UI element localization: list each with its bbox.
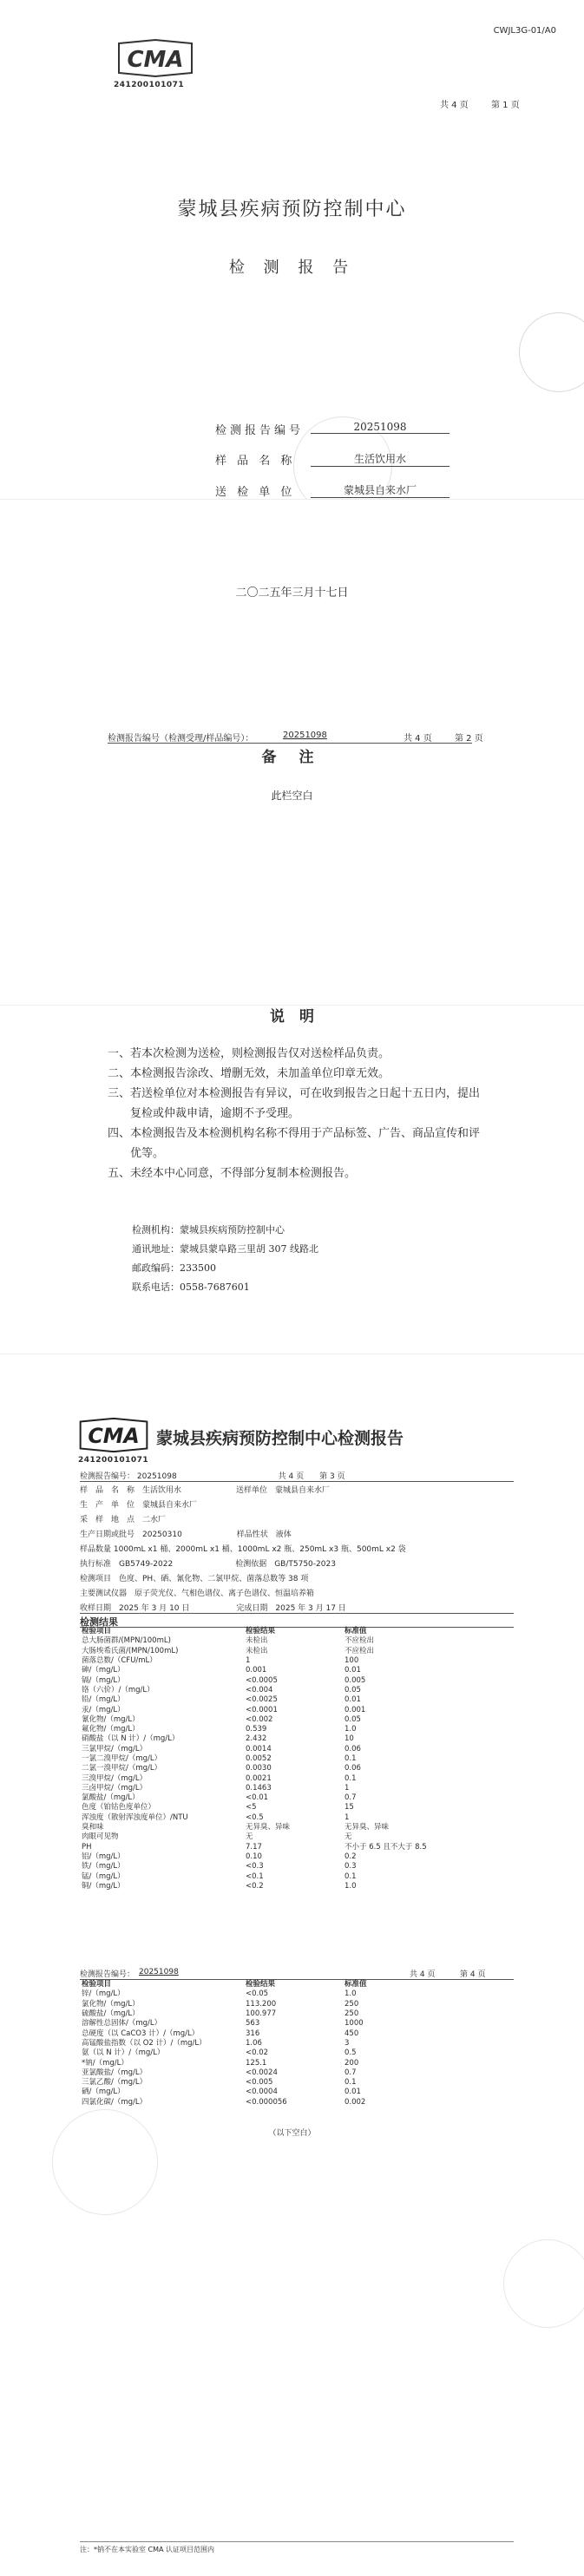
- cell-item: PH: [82, 1842, 92, 1852]
- table-row: [80, 2009, 502, 2019]
- cell-result: 1: [246, 1656, 251, 1666]
- page-total: 共 4 页: [440, 101, 469, 110]
- contact-line: 邮政编码：233500: [132, 1262, 216, 1274]
- table-row: [80, 2019, 502, 2029]
- cover-page: [0, 0, 584, 499]
- cell-result: 未检出: [246, 1636, 268, 1646]
- table-row: [80, 2000, 502, 2009]
- cell-item: 一氯二溴甲烷/（mg/L）: [82, 1754, 162, 1763]
- notes-list: [108, 1044, 489, 1183]
- results-table: [80, 1627, 502, 1891]
- cell-standard: 0.05: [344, 1685, 361, 1694]
- cell-item: 汞/（mg/L）: [82, 1705, 125, 1714]
- cell-item: 氟化物/（mg/L）: [82, 1725, 140, 1734]
- svg-text:CMA: CMA: [88, 1424, 140, 1449]
- cma-logo-icon: [77, 1417, 150, 1453]
- org-title: 蒙城县疾病预防控制中心: [177, 199, 407, 220]
- cell-result: 0.0052: [246, 1754, 272, 1763]
- cell-standard: 0.01: [344, 1695, 361, 1705]
- cell-result: 1.06: [246, 2038, 262, 2048]
- table-row: [80, 1832, 502, 1842]
- cell-standard: 250: [344, 2009, 359, 2019]
- table-row: [80, 2068, 502, 2078]
- cell-item: 三氯甲烷/（mg/L）: [82, 1744, 148, 1753]
- cell-result: 0.0021: [246, 1773, 272, 1783]
- cell-item: 铬（六价）/（mg/L）: [82, 1685, 154, 1694]
- table-row: [80, 1695, 502, 1705]
- info-line: 样 品 名 称 生活饮用水 送样单位 蒙城县自来水厂: [80, 1486, 331, 1495]
- cell-result: <5: [246, 1803, 257, 1812]
- cell-standard: 1: [344, 1783, 350, 1793]
- results-table-continued: [80, 1980, 502, 2107]
- info-line: 收样日期 2025 年 3 月 10 日 完成日期 2025 年 3 月 17 日: [80, 1604, 346, 1613]
- cell-standard: 1000: [344, 2019, 364, 2029]
- cell-result: 563: [246, 2019, 260, 2029]
- cell-standard: 1.0: [344, 1881, 357, 1891]
- cell-item: 三卤甲烷/（mg/L）: [82, 1783, 148, 1793]
- cell-result: 0.1463: [246, 1783, 272, 1793]
- note-item: 四、本检测报告及本检测机构名称不得用于产品标签、广告、商品宣传和评优等。: [108, 1127, 481, 1160]
- field-value-sample: 生活饮用水: [311, 451, 449, 467]
- cell-standard: 250: [344, 1999, 359, 2009]
- footnote: 注：*钠不在本实验室 CMA 认证项目范围内: [80, 2546, 215, 2553]
- result-title: 蒙城县疾病预防控制中心检测报告: [156, 1429, 404, 1448]
- remarks-header-no: 20251098: [283, 731, 327, 740]
- cell-item: 浑浊度（散射浑浊度单位）/NTU: [82, 1812, 188, 1822]
- notes-title: 说 明: [270, 1008, 314, 1026]
- remarks-header-label: 检测报告编号（检测受理/样品编号）：: [108, 734, 254, 744]
- cell-item: 氨（以 N 计）/（mg/L）: [82, 2048, 165, 2058]
- cell-standard: 0.7: [344, 2068, 357, 2077]
- info-line: 检测项目 色度、PH、硒、氰化物、二氯甲烷、菌落总数等 38 项: [80, 1575, 309, 1583]
- cell-standard: 无异臭、异味: [344, 1823, 390, 1832]
- table-row: [80, 1784, 502, 1793]
- note-item: 一、若本次检测为送检，则检测报告仅对送检样品负责。: [108, 1047, 390, 1060]
- cell-result: <0.01: [246, 1793, 269, 1803]
- cell-item: 铅/（mg/L）: [82, 1695, 125, 1705]
- table-row: [80, 1656, 502, 1666]
- info-line: 样品数量 1000mL x1 桶、2000mL x1 桶、1000mL x2 瓶、250mL x3 瓶、500mL x2 袋: [80, 1545, 406, 1554]
- p4-header-label: 检测报告编号：: [80, 1970, 135, 1979]
- cell-result: 316: [246, 2029, 260, 2038]
- cell-result: <0.1: [246, 1871, 264, 1881]
- cell-standard: 15: [344, 1803, 354, 1812]
- cell-item: 亚氯酸盐/（mg/L）: [82, 2068, 148, 2077]
- cell-item: 铁/（mg/L）: [82, 1862, 125, 1871]
- cell-result: 100.977: [246, 2009, 277, 2019]
- cell-item: 总大肠菌群/(MPN/100mL): [82, 1636, 171, 1646]
- table-row: [80, 1647, 502, 1656]
- cell-item: 高锰酸盐指数（以 O2 计）/（mg/L）: [82, 2038, 207, 2048]
- cell-result: 0.001: [246, 1666, 267, 1675]
- cell-standard: 0.001: [344, 1705, 366, 1714]
- cell-item: 四氯化碳/（mg/L）: [82, 2097, 148, 2107]
- cell-item: 铜/（mg/L）: [82, 1881, 125, 1891]
- contact-line: 联系电话：0558-7687601: [132, 1281, 250, 1293]
- remarks-page-number: 第 2 页: [455, 734, 483, 744]
- cell-standard: 0.01: [344, 1666, 361, 1675]
- table-row: [80, 1852, 502, 1862]
- cell-item: 溶解性总固体/（mg/L）: [82, 2019, 162, 2029]
- table-row: [80, 1882, 502, 1891]
- cell-result: <0.0004: [246, 2088, 278, 2097]
- cell-standard: 1.0: [344, 1725, 357, 1734]
- table-row: [80, 1793, 502, 1803]
- cell-standard: 0.05: [344, 1714, 361, 1724]
- cell-item: 硒/（mg/L）: [82, 2088, 125, 2097]
- cell-result: 7.17: [246, 1842, 262, 1852]
- note-item: 二、本检测报告涂改、增删无效，未加盖单位印章无效。: [108, 1067, 390, 1080]
- col-header-standard: 标准值: [344, 1627, 367, 1636]
- cell-result: <0.0001: [246, 1705, 278, 1714]
- col-header-item: 检验项目: [82, 1980, 112, 1989]
- table-row: [80, 2048, 502, 2058]
- table-row: [80, 1764, 502, 1773]
- table-row: [80, 1636, 502, 1646]
- table-row: [80, 1803, 502, 1812]
- cell-item: 氯化物/（mg/L）: [82, 1999, 140, 2009]
- seal-icon: [52, 2109, 158, 2215]
- footnote-rule: [80, 2541, 514, 2542]
- info-line: 生产日期或批号 20250310 样品性状 液体: [80, 1531, 292, 1539]
- stamp-mark-icon: [503, 2239, 584, 2328]
- results-title: 检测结果: [80, 1616, 118, 1628]
- table-row: [80, 2098, 502, 2107]
- cell-item: 锰/（mg/L）: [82, 1871, 125, 1881]
- cell-result: 0.0030: [246, 1764, 272, 1773]
- cell-standard: 0.1: [344, 1773, 357, 1783]
- cell-item: 总硬度（以 CaCO3 计）/（mg/L）: [82, 2029, 200, 2038]
- cell-result: <0.0025: [246, 1695, 278, 1705]
- p4-header-no: 20251098: [139, 1968, 179, 1976]
- cell-standard: 0.5: [344, 2048, 357, 2058]
- info-line: 生 产 单 位 蒙城县自来水厂: [80, 1501, 198, 1510]
- cell-result: 未检出: [246, 1646, 268, 1655]
- cell-standard: 0.3: [344, 1862, 357, 1871]
- cell-standard: 3: [344, 2038, 350, 2048]
- report-title: 检 测 报 告: [228, 259, 356, 277]
- info-line: 主要测试仪器 原子荧光仪、气相色谱仪、离子色谱仪、恒温培养箱: [80, 1590, 315, 1598]
- cell-standard: 0.06: [344, 1764, 361, 1773]
- contact-line: 检测机构：蒙城县疾病预防控制中心: [132, 1224, 285, 1236]
- header-rule: [80, 1481, 514, 1482]
- note-item: 三、若送检单位对本检测报告有异议，可在收到报告之日起十五日内，提出复检或仲裁申请，逾期不予受理。: [108, 1087, 481, 1120]
- cell-result: <0.5: [246, 1812, 264, 1822]
- cell-result: 无: [246, 1832, 253, 1842]
- end-note: （以下空白）: [268, 2129, 316, 2138]
- col-header-result: 检验结果: [246, 1980, 276, 1989]
- cell-standard: 100: [344, 1656, 359, 1666]
- cell-item: 臭和味: [82, 1823, 104, 1832]
- cma-logo-icon: [115, 38, 195, 78]
- field-label-report-no: 检测报告编号: [215, 424, 305, 437]
- col-header-item: 检验项目: [82, 1627, 112, 1636]
- cover-date: 二〇二五年三月十七日: [235, 587, 349, 600]
- remarks-blank: 此栏空白: [271, 790, 313, 802]
- cell-result: 0.0014: [246, 1744, 272, 1753]
- cma-number: 241200101071: [78, 1456, 149, 1465]
- cell-standard: 1.0: [344, 1989, 357, 1999]
- field-label-sample: 样 品 名 称: [215, 455, 296, 468]
- p4-page-number: 第 4 页: [460, 1970, 486, 1979]
- field-label-unit: 送 检 单 位: [215, 486, 296, 499]
- cell-result: <0.004: [246, 1685, 273, 1694]
- cell-item: 硫酸盐/（mg/L）: [82, 2009, 140, 2019]
- table-row: [80, 2029, 502, 2038]
- table-row: [80, 2058, 502, 2068]
- table-row: [80, 1745, 502, 1754]
- table-row: [80, 2088, 502, 2097]
- stamp-mark-icon: [519, 312, 584, 392]
- cell-standard: 无: [344, 1832, 352, 1842]
- cell-item: *钠/（mg/L）: [82, 2058, 128, 2068]
- cell-standard: 不应检出: [344, 1636, 375, 1646]
- note-item: 五、未经本中心同意，不得部分复制本检测报告。: [108, 1167, 357, 1180]
- cover-lower-and-remarks: [0, 453, 584, 1003]
- cell-item: 三溴甲烷/（mg/L）: [82, 1773, 148, 1783]
- result-header: 检测报告编号： 20251098 共 4 页 第 3 页: [80, 1472, 345, 1481]
- cell-standard: 0.002: [344, 2097, 366, 2107]
- page-number: 第 1 页: [491, 101, 520, 110]
- cell-standard: 450: [344, 2029, 359, 2038]
- table-row: [80, 1871, 502, 1881]
- notes-section: [0, 1005, 584, 1353]
- cell-item: 硝酸盐（以 N 计）/（mg/L）: [82, 1734, 180, 1744]
- cell-item: 氯酸盐/（mg/L）: [82, 1793, 140, 1803]
- info-line: 执行标准 GB5749-2022 检测依据 GB/T5750-2023: [80, 1560, 336, 1569]
- cell-standard: 不应检出: [344, 1646, 375, 1655]
- cell-standard: 0.2: [344, 1852, 357, 1861]
- cell-standard: 0.005: [344, 1675, 366, 1685]
- table-row: [80, 1666, 502, 1675]
- table-row: [80, 1675, 502, 1685]
- cell-item: 菌落总数/（CFU/mL）: [82, 1656, 157, 1666]
- table-row: [80, 1823, 502, 1832]
- contact-line: 通讯地址：蒙城县蒙阜路三里胡 307 线路北: [132, 1243, 318, 1255]
- table-row: [80, 1734, 502, 1744]
- cell-result: 0.539: [246, 1725, 267, 1734]
- table-row: [80, 1773, 502, 1783]
- cell-item: 肉眼可见物: [82, 1832, 119, 1842]
- cell-result: <0.002: [246, 1714, 273, 1724]
- table-row: [80, 1843, 502, 1852]
- cell-item: 大肠埃希氏菌/(MPN/100mL): [82, 1646, 179, 1655]
- doc-code: CWJL3G-01/A0: [493, 26, 556, 36]
- cell-result: <0.0005: [246, 1675, 278, 1685]
- cell-result: <0.2: [246, 1881, 264, 1891]
- table-row: [80, 1862, 502, 1871]
- cell-standard: 10: [344, 1734, 354, 1744]
- contact-block: [132, 1221, 318, 1297]
- cell-result: <0.05: [246, 1989, 269, 1999]
- results-pages: [0, 1354, 584, 2576]
- table-row: [80, 1989, 502, 1999]
- p4-page-total: 共 4 页: [410, 1970, 436, 1979]
- table-row: [80, 2078, 502, 2088]
- cell-standard: 1: [344, 1812, 350, 1822]
- remarks-page-total: 共 4 页: [404, 734, 432, 744]
- cell-item: 锌/（mg/L）: [82, 1989, 125, 1999]
- cell-standard: 0.1: [344, 1871, 357, 1881]
- cell-result: <0.3: [246, 1862, 264, 1871]
- table-row: [80, 1813, 502, 1823]
- cell-standard: 0.1: [344, 1754, 357, 1763]
- field-value-unit: 蒙城县自来水厂: [311, 482, 449, 498]
- cell-result: 125.1: [246, 2058, 267, 2068]
- cell-standard: 200: [344, 2058, 359, 2068]
- cell-item: 色度（铂钴色度单位）: [82, 1803, 156, 1812]
- table-row: [80, 1754, 502, 1764]
- cell-result: <0.000056: [246, 2097, 287, 2107]
- table-row: [80, 1715, 502, 1725]
- table-row: [80, 2039, 502, 2048]
- svg-text:CMA: CMA: [127, 47, 184, 73]
- cell-item: 砷/（mg/L）: [82, 1666, 125, 1675]
- cell-result: 无异臭、异味: [246, 1823, 291, 1832]
- info-line: 采 样 地 点 二水厂: [80, 1516, 167, 1524]
- cell-standard: 0.01: [344, 2088, 361, 2097]
- cell-item: 铝/（mg/L）: [82, 1852, 125, 1861]
- remarks-title: 备 注: [261, 749, 323, 766]
- cma-number: 241200101071: [114, 81, 185, 89]
- cell-standard: 0.06: [344, 1744, 361, 1753]
- cell-result: 2.432: [246, 1734, 267, 1744]
- cell-item: 三氯乙酸/（mg/L）: [82, 2078, 148, 2088]
- col-header-result: 检验结果: [246, 1627, 276, 1636]
- table-row: [80, 1705, 502, 1714]
- cell-result: <0.005: [246, 2078, 273, 2088]
- field-value-report-no: 20251098: [311, 421, 449, 434]
- info-rule: [80, 1613, 514, 1614]
- cell-standard: 不小于 6.5 且不大于 8.5: [344, 1842, 427, 1852]
- col-header-standard: 标准值: [344, 1980, 367, 1989]
- cell-item: 二氯一溴甲烷/（mg/L）: [82, 1764, 162, 1773]
- cell-result: <0.02: [246, 2048, 269, 2058]
- table-row: [80, 1686, 502, 1695]
- cell-item: 镉/（mg/L）: [82, 1675, 125, 1685]
- cell-standard: 0.7: [344, 1793, 357, 1803]
- cell-result: 0.10: [246, 1852, 262, 1861]
- cell-item: 氰化物/（mg/L）: [82, 1714, 140, 1724]
- cell-result: 113.200: [246, 1999, 277, 2009]
- cell-result: <0.0024: [246, 2068, 278, 2077]
- table-row: [80, 1725, 502, 1734]
- remarks-divider: [108, 743, 472, 744]
- cell-standard: 0.1: [344, 2078, 357, 2088]
